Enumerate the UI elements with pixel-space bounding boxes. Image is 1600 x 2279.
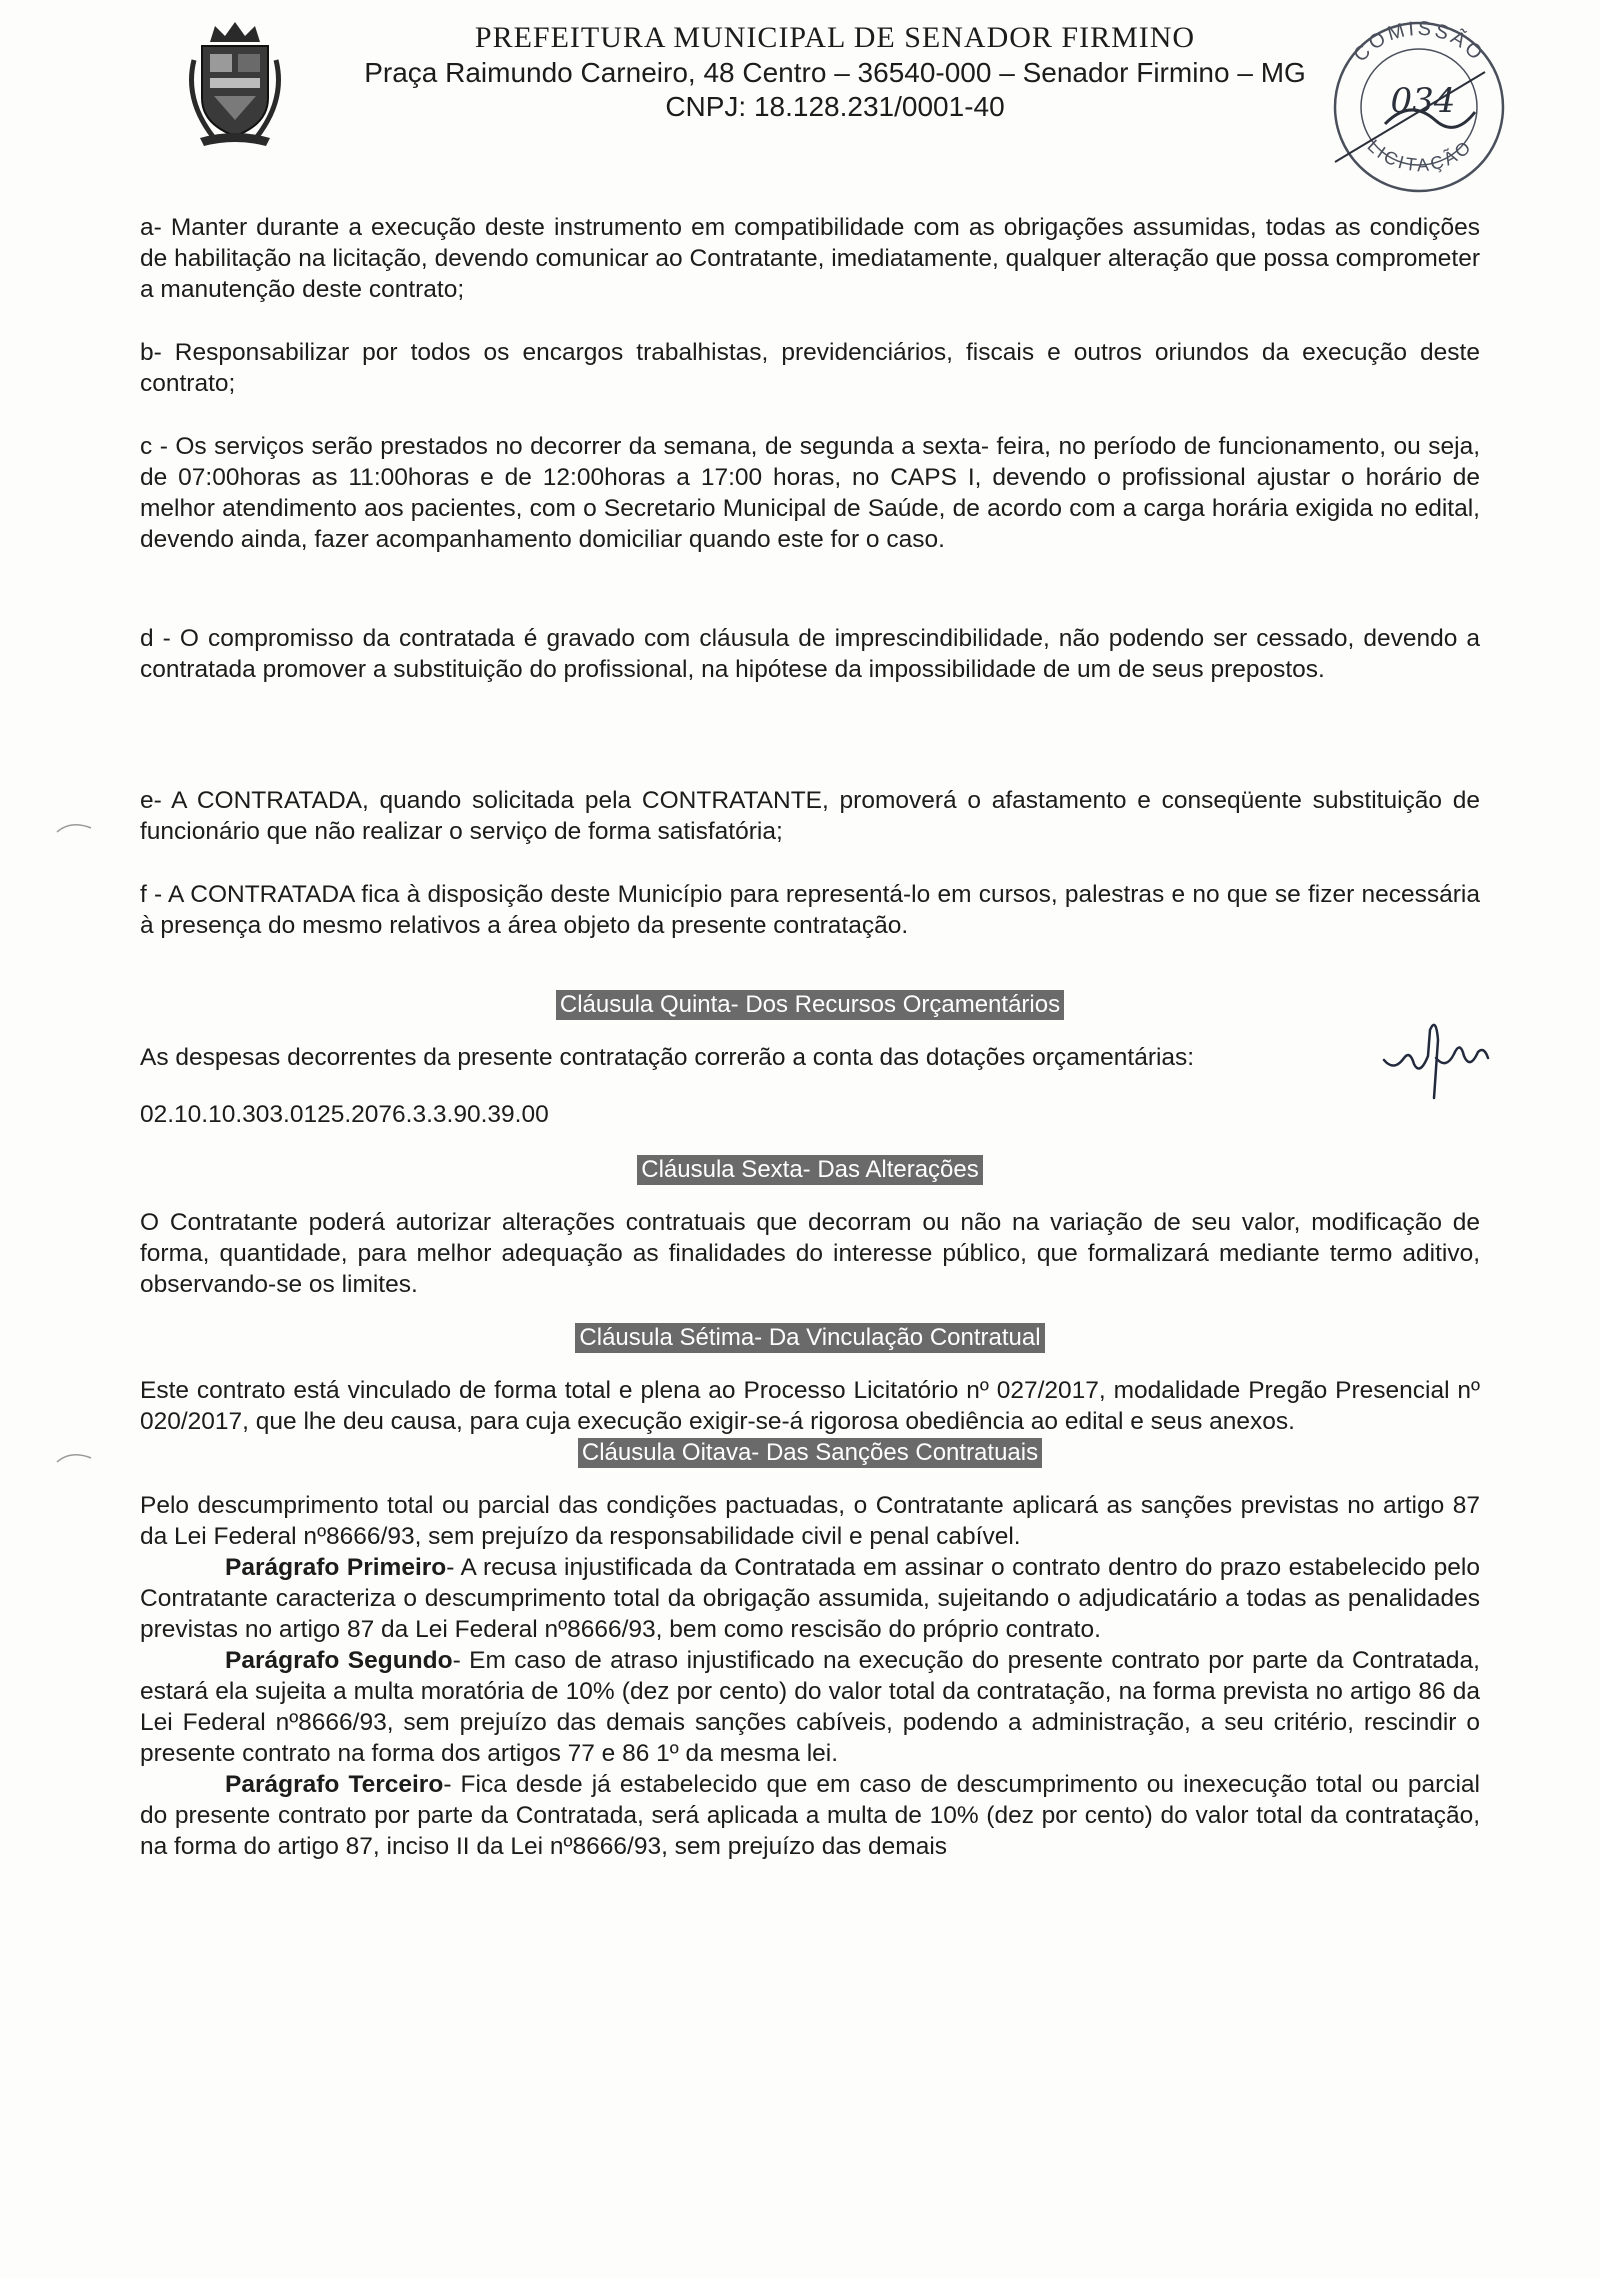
stamp-bottom-text: LICITAÇÃO [1363, 135, 1477, 176]
paragrafo-segundo [140, 1645, 1480, 1769]
paragrafo-primeiro-label: Parágrafo Primeiro [225, 1554, 447, 1581]
contract-body [140, 212, 1480, 1862]
clause-quinta-text: As despesas decorrentes da presente contratação correrão a conta das dotações orçamentárias: [140, 1044, 1195, 1071]
organization-name: PREFEITURA MUNICIPAL DE SENADOR FIRMINO [474, 21, 1196, 54]
stamp-top-text: COMISSÃO [1349, 17, 1489, 67]
clause-heading-setima [140, 1322, 1480, 1353]
paragrafo-terceiro-label: Parágrafo Terceiro [225, 1771, 444, 1798]
paragraph-e: e- A CONTRATADA, quando solicitada pela CONTRATANTE, promoverá o afastamento e conseqüente substituição de funcionário que não realizar o serviço de forma satisfatória; [140, 787, 1480, 845]
clause-heading-oitava [140, 1437, 1480, 1468]
margin-mark-icon [55, 818, 95, 836]
clause-heading-label: Cláusula Sétima- Da Vinculação Contratual [575, 1323, 1044, 1353]
clause-heading-quinta [140, 989, 1480, 1020]
clause-heading-label: Cláusula Oitava- Das Sanções Contratuais [578, 1438, 1042, 1468]
paragraph-c: c - Os serviços serão prestados no decorrer da semana, de segunda a sexta- feira, no período de funcionamento, ou seja, de 07:00horas as 11:00horas e de 12:00horas a 17:00 horas, no CAPS I, devendo o profissional ajustar o horário de melhor atendimento aos pacientes, com o Secretario Municipal de Saúde, de acordo com a carga horária exigida no edital, devendo ainda, fazer acompanhamento domiciliar quando este for o caso. [140, 433, 1480, 553]
clause-heading-label: Cláusula Sexta- Das Alterações [637, 1155, 983, 1185]
paragrafo-segundo-label: Parágrafo Segundo [225, 1647, 453, 1674]
organization-cnpj: CNPJ: 18.128.231/0001-40 [665, 91, 1005, 122]
paragrafo-primeiro-text: - A recusa injustificada da Contratada em assinar o contrato dentro do prazo estabelecido pelo Contratante caracteriza o descumprimento total da obrigação assumida, sujeitando o adjudicatário a todas as penalidades previstas no artigo 87 da Lei Federal nº8666/93, bem como rescisão do próprio contrato. [140, 1554, 1480, 1643]
clause-sexta-text: O Contratante poderá autorizar alterações contratuais que decorram ou não na variação de seu valor, modificação de forma, quantidade, para melhor adequação as finalidades do interesse público, que formalizará mediante termo aditivo, observando-se os limites. [140, 1209, 1480, 1298]
paragraph-a: a- Manter durante a execução deste instrumento em compatibilidade com as obrigações assumidas, todas as condições de habilitação na licitação, devendo comunicar ao Contratante, imediatamente, qualquer alteração que possa comprometer a manutenção deste contrato; [140, 214, 1480, 303]
paragrafo-segundo-text: - Em caso de atraso injustificado na execução do presente contrato por parte da Contratada, estará ela sujeita a multa moratória de 10% (dez por cento) do valor total da contratação, na forma prevista no artigo 86 da Lei Federal nº8666/93, sem prejuízo das demais sanções cabíveis, podendo a administração, a seu critério, rescindir o presente contrato na forma dos artigos 77 e 86 1º da mesma lei. [140, 1647, 1480, 1767]
paragraph-f: f - A CONTRATADA fica à disposição deste Município para representá-lo em cursos, palestras e no que se fizer necessária à presença do mesmo relativos a área objeto da presente contratação. [140, 881, 1480, 939]
paragraph-b: b- Responsabilizar por todos os encargos trabalhistas, previdenciários, fiscais e outros oriundos da execução deste contrato; [140, 339, 1480, 397]
stamp-number: 034 [1390, 81, 1456, 121]
paragrafo-terceiro [140, 1769, 1480, 1862]
clause-heading-label: Cláusula Quinta- Dos Recursos Orçamentários [556, 990, 1064, 1020]
commission-stamp [1315, 12, 1520, 197]
budget-allocation-code: 02.10.10.303.0125.2076.3.3.90.39.00 [140, 1101, 549, 1128]
municipal-crest-icon [180, 20, 290, 150]
paragrafo-primeiro [140, 1552, 1480, 1645]
paragraph-d: d - O compromisso da contratada é gravado com cláusula de imprescindibilidade, não podendo ser cessado, devendo a contratada promover a substituição do profissional, na hipótese da impossibilidade de um de seus prepostos. [140, 625, 1480, 683]
paragrafo-terceiro-text: - Fica desde já estabelecido que em caso de descumprimento ou inexecução total ou parcial do presente contrato por parte da Contratada, será aplicada a multa de 10% (dez por cento) do valor total da contratação, na forma do artigo 87, inciso II da Lei nº8666/93, sem prejuízo das demais [140, 1771, 1480, 1860]
margin-mark-icon [55, 1448, 95, 1466]
organization-address: Praça Raimundo Carneiro, 48 Centro – 36540-000 – Senador Firmino – MG [364, 57, 1306, 88]
letterhead [180, 20, 1360, 180]
letterhead-text [310, 20, 1360, 124]
clause-oitava-text: Pelo descumprimento total ou parcial das condições pactuadas, o Contratante aplicará as sanções previstas no artigo 87 da Lei Federal nº8666/93, sem prejuízo da responsabilidade civil e penal cabível. [140, 1492, 1480, 1550]
clause-heading-sexta [140, 1154, 1480, 1185]
clause-setima-text: Este contrato está vinculado de forma total e plena ao Processo Licitatório nº 027/2017, modalidade Pregão Presencial nº 020/2017, que lhe deu causa, para cuja execução exigir-se-á rigorosa obediência ao edital e seus anexos. [140, 1377, 1480, 1435]
